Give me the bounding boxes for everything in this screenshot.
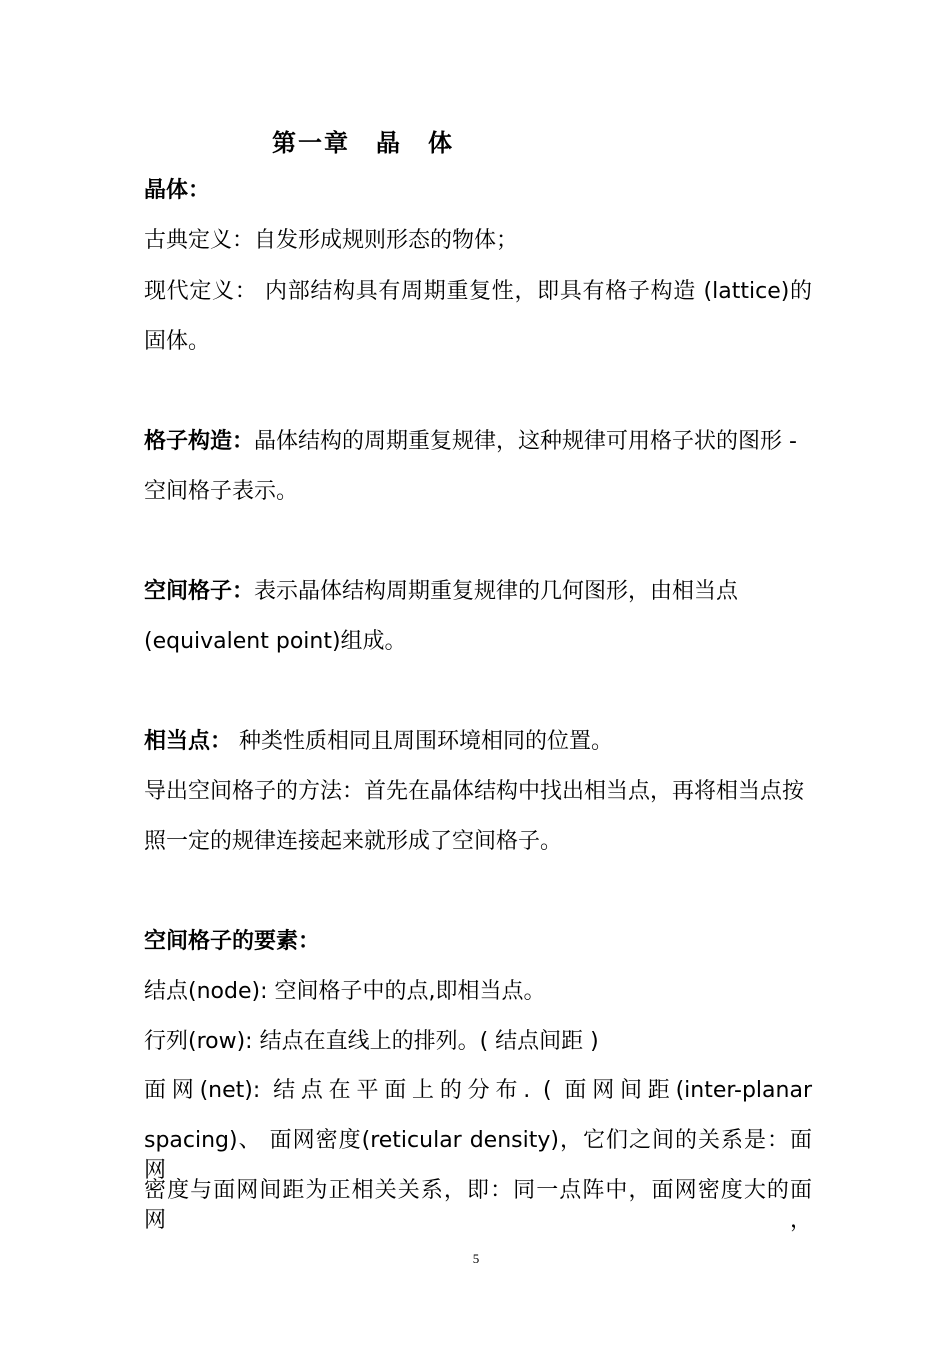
lattice-structure-definition: 晶体结构的周期重复规律，这种规律可用格子状的图形 - [254, 429, 797, 454]
modern-definition-line2: 固体。 [144, 329, 211, 354]
lattice-structure-term: 格子构造： [144, 429, 255, 454]
elements-heading: 空间格子的要素： [144, 929, 321, 954]
space-lattice-definition: 表示晶体结构周期重复规律的几何图形，由相当点 [254, 579, 739, 604]
equivalent-point-term: 相当点： [144, 729, 233, 754]
classical-definition: 古典定义：自发形成规则形态的物体； [144, 228, 519, 253]
space-lattice-line1 [144, 577, 812, 607]
row-definition: 行列(row): 结点在直线上的排列。( 结点间距 ) [144, 1029, 599, 1054]
lattice-structure-line2: 空间格子表示。 [144, 479, 299, 504]
crystal-heading: 晶体： [144, 178, 211, 203]
space-lattice-line2: (equivalent point)组成。 [144, 629, 407, 654]
method-line1: 导出空间格子的方法：首先在晶体结构中找出相当点，再将相当点按 [144, 779, 805, 804]
node-definition: 结点(node): 空间格子中的点,即相当点。 [144, 979, 546, 1004]
method-line2: 照一定的规律连接起来就形成了空间格子。 [144, 829, 563, 854]
chapter-title: 第一章 晶 体 [272, 129, 454, 157]
net-definition-line3: 密度与面网间距为正相关关系，即：同一点阵中，面网密度大的面网， [144, 1178, 812, 1233]
lattice-structure-line1 [144, 427, 812, 457]
page-number: 5 [472, 1251, 480, 1266]
equivalent-point-line [144, 727, 812, 757]
modern-definition-line1: 现代定义： 内部结构具有周期重复性，即具有格子构造 (lattice)的 [144, 279, 812, 304]
space-lattice-term: 空间格子： [144, 579, 255, 604]
net-definition-line2: spacing)、 面网密度(reticular density)，它们之间的关系是：面网 [144, 1128, 812, 1183]
net-definition-line1: 面网(net): 结点在平面上的分布. ( 面网间距(inter-planar [144, 1078, 812, 1103]
equivalent-point-definition: 种类性质相同且周围环境相同的位置。 [232, 729, 614, 754]
